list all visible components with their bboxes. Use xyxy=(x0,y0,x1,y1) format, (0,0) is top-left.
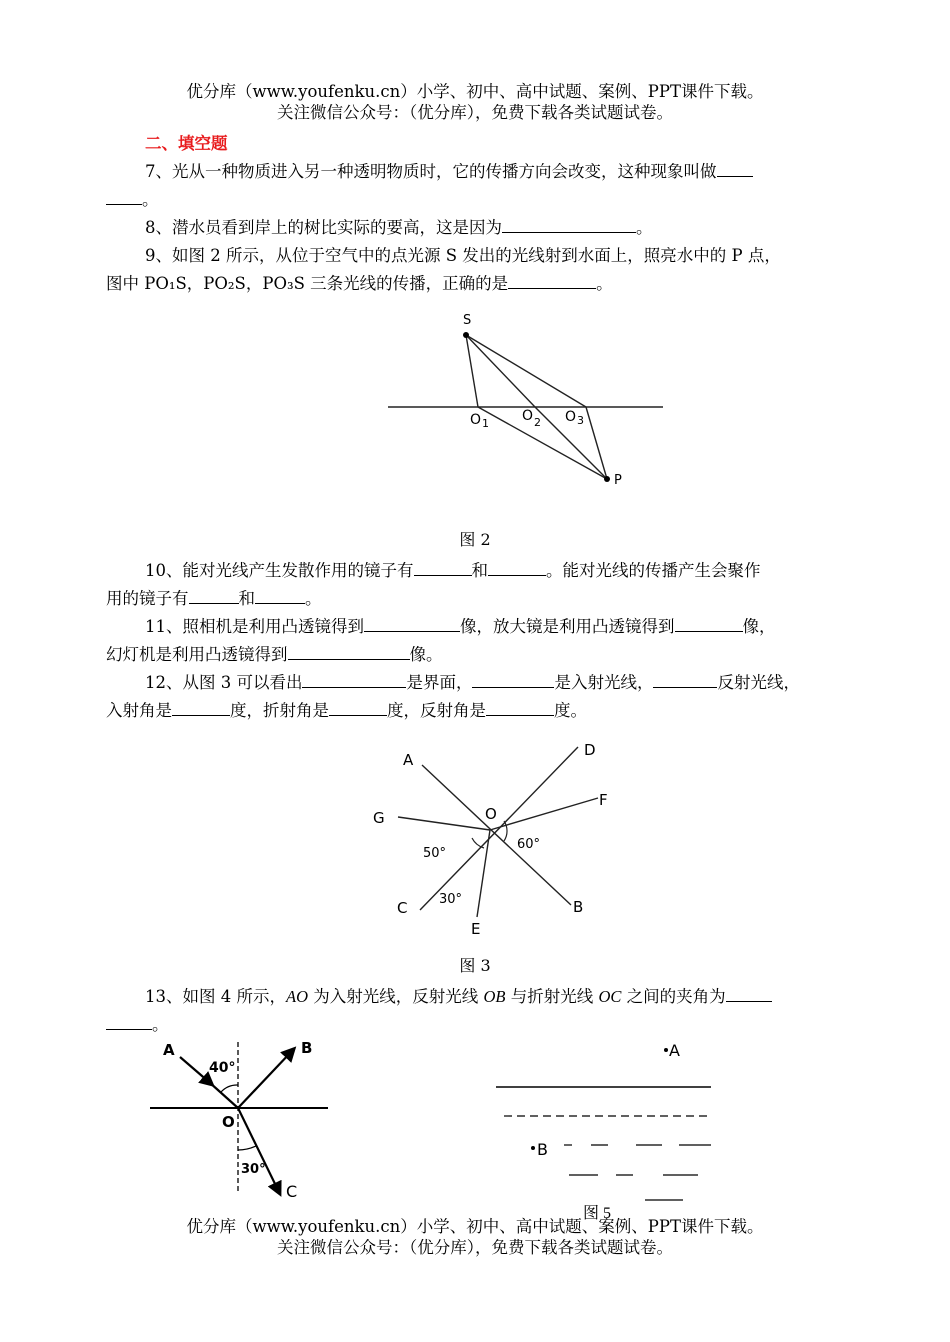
q8-text: 8、潜水员看到岸上的树比实际的要高，这是因为 xyxy=(145,218,502,237)
fig3-label-o: O xyxy=(485,805,497,823)
figure-3 xyxy=(360,735,630,945)
fig3-angle-30: 30° xyxy=(439,892,463,907)
question-12-line-1 xyxy=(145,669,800,693)
fig3-label-f: F xyxy=(599,791,608,809)
fig3-arc-60 xyxy=(504,821,507,841)
q11-blank-3[interactable] xyxy=(288,642,410,660)
q10-blank-3[interactable] xyxy=(189,586,239,604)
fig2-label-o1: O xyxy=(470,412,482,428)
fig4-incident-ray-b xyxy=(209,1082,238,1108)
fig3-label-b: B xyxy=(573,898,584,916)
q12-text-d: 反射光线， xyxy=(717,673,800,692)
fig2-label-o3: O xyxy=(565,409,577,425)
fig4-reflected-ray xyxy=(238,1052,291,1108)
q12-text-a: 12、从图 3 可以看出 xyxy=(145,673,303,692)
q10-blank-1[interactable] xyxy=(414,558,472,576)
figure-3-caption: 图 3 xyxy=(459,956,491,975)
fig4-arc-40 xyxy=(221,1085,238,1092)
q12-text-c: 是入射光线， xyxy=(554,673,654,692)
q10-text-b: 和 xyxy=(471,561,488,580)
q13-text-a: 13、如图 4 所示， xyxy=(145,987,286,1006)
header-line-2: 关注微信公众号：（优分库），免费下载各类试题试卷。 xyxy=(277,103,673,122)
fig2-label-o2-sub: 2 xyxy=(534,416,541,429)
question-9-line-1: 9、如图 2 所示，从位于空气中的点光源 S 发出的光线射到水面上，照亮水中的 P 点， xyxy=(145,246,781,265)
q11-text-a: 11、照相机是利用凸透镜得到 xyxy=(145,617,364,636)
q7-text: 7、光从一种物质进入另一种透明物质时，它的传播方向会改变，这种现象叫做 xyxy=(145,162,717,181)
q11-text-e: 像。 xyxy=(409,645,443,664)
q13-oc: OC xyxy=(598,987,622,1006)
figure-2 xyxy=(380,306,680,496)
q12-blank-4[interactable] xyxy=(172,698,230,716)
fig4-label-c: C xyxy=(286,1182,298,1201)
question-7 xyxy=(145,158,753,182)
fig3-line-dc xyxy=(420,747,578,910)
q11-text-c: 像， xyxy=(742,617,776,636)
question-11-line-2 xyxy=(106,641,443,665)
fig4-label-a: A xyxy=(163,1041,175,1059)
q10-text-f: 。 xyxy=(305,589,322,608)
fig3-label-g: G xyxy=(373,809,385,827)
question-10-line-1 xyxy=(145,557,761,581)
q12-blank-3[interactable] xyxy=(653,670,717,688)
figure-5 xyxy=(490,1038,720,1208)
fig2-ray-o1-p xyxy=(478,407,607,479)
q7-blank-b[interactable] xyxy=(106,187,142,205)
fig3-label-c: C xyxy=(397,899,408,917)
fig5-label-b: B xyxy=(537,1140,548,1159)
fig3-angle-60: 60° xyxy=(517,837,541,852)
fig5-point-b xyxy=(531,1146,535,1150)
section-title: 二、填空题 xyxy=(145,134,228,153)
q12-text-h: 度。 xyxy=(554,701,587,720)
fig4-arc-30 xyxy=(238,1146,256,1150)
q12-blank-1[interactable] xyxy=(302,670,406,688)
fig4-angle-40: 40° xyxy=(209,1060,236,1076)
fig5-point-a xyxy=(664,1048,668,1052)
q12-blank-5[interactable] xyxy=(329,698,387,716)
q10-blank-4[interactable] xyxy=(255,586,305,604)
fig3-angle-50: 50° xyxy=(423,846,447,861)
q9-text: 图中 PO₁S，PO₂S，PO₃S 三条光线的传播，正确的是 xyxy=(106,274,509,293)
q7-blank-a[interactable] xyxy=(717,159,753,177)
question-9-line-2 xyxy=(106,270,613,294)
fig4-incident-ray-a xyxy=(180,1057,209,1082)
q12-blank-2[interactable] xyxy=(472,670,554,688)
header-line-1: 优分库（www.youfenku.cn）小学、初中、高中试题、案例、PPT课件下载。 xyxy=(186,82,764,101)
q11-blank-1[interactable] xyxy=(364,614,460,632)
fig5-label-a: A xyxy=(669,1041,680,1060)
q13-ao: AO xyxy=(285,987,308,1006)
q10-text-d: 用的镜子有 xyxy=(106,589,189,608)
q12-blank-6[interactable] xyxy=(486,698,554,716)
fig4-label-b: B xyxy=(301,1039,313,1057)
q12-text-e: 入射角是 xyxy=(106,701,172,720)
q13-blank-a[interactable] xyxy=(726,984,772,1002)
q13-end: 。 xyxy=(152,1015,169,1034)
fig2-label-o3-sub: 3 xyxy=(577,414,584,427)
fig4-angle-30: 30° xyxy=(241,1162,266,1177)
fig2-label-o2: O xyxy=(522,408,534,424)
q13-text-d: 之间的夹角为 xyxy=(621,987,726,1006)
q12-text-b: 是界面， xyxy=(406,673,473,692)
q13-text-c: 与折射光线 xyxy=(505,987,599,1006)
figure-5-caption: 图 5 xyxy=(583,1205,612,1222)
q8-end: 。 xyxy=(636,218,653,237)
q11-text-b: 像，放大镜是利用凸透镜得到 xyxy=(460,617,675,636)
fig2-point-s xyxy=(463,332,469,338)
q10-text-e: 和 xyxy=(238,589,255,608)
q13-blank-b[interactable] xyxy=(106,1012,152,1030)
figure-4 xyxy=(145,1035,345,1205)
q13-ob: OB xyxy=(483,987,506,1006)
q8-blank[interactable] xyxy=(502,215,636,233)
question-8 xyxy=(145,214,653,238)
q13-text-b: 为入射光线，反射光线 xyxy=(307,987,484,1006)
question-13 xyxy=(145,983,772,1007)
fig2-ray-s-o3 xyxy=(466,335,586,407)
q12-text-g: 度，反射角是 xyxy=(387,701,486,720)
q12-text-f: 度，折射角是 xyxy=(230,701,329,720)
footer-line-2: 关注微信公众号：（优分库），免费下载各类试题试卷。 xyxy=(277,1238,673,1257)
fig3-ray-go xyxy=(398,817,490,830)
q10-text-c: 。能对光线的传播产生会聚作 xyxy=(546,561,761,580)
fig2-label-p: P xyxy=(614,473,622,488)
q10-text-a: 10、能对光线产生发散作用的镜子有 xyxy=(145,561,414,580)
q10-blank-2[interactable] xyxy=(488,558,546,576)
question-12-line-2 xyxy=(106,697,587,721)
figure-2-caption: 图 2 xyxy=(459,530,491,549)
fig4-label-o: O xyxy=(222,1113,235,1131)
footer-line-1: 优分库（www.youfenku.cn）小学、初中、高中试题、案例、PPT课件下载。 xyxy=(186,1217,764,1236)
q9-end: 。 xyxy=(596,274,613,293)
fig3-label-a: A xyxy=(403,751,414,769)
question-11-line-1 xyxy=(145,613,776,637)
question-10-line-2 xyxy=(106,585,322,609)
q7-end: 。 xyxy=(142,190,159,209)
question-7-cont xyxy=(106,186,159,210)
q11-text-d: 幻灯机是利用凸透镜得到 xyxy=(106,645,288,664)
fig2-label-o1-sub: 1 xyxy=(482,417,489,430)
question-13-cont xyxy=(106,1011,169,1035)
q11-blank-2[interactable] xyxy=(675,614,743,632)
fig2-label-s: S xyxy=(463,313,472,328)
fig2-point-p xyxy=(604,476,610,482)
fig3-label-d: D xyxy=(584,741,596,759)
fig3-label-e: E xyxy=(471,920,481,938)
fig3-ray-oe xyxy=(477,830,490,917)
q9-blank[interactable] xyxy=(508,271,596,289)
